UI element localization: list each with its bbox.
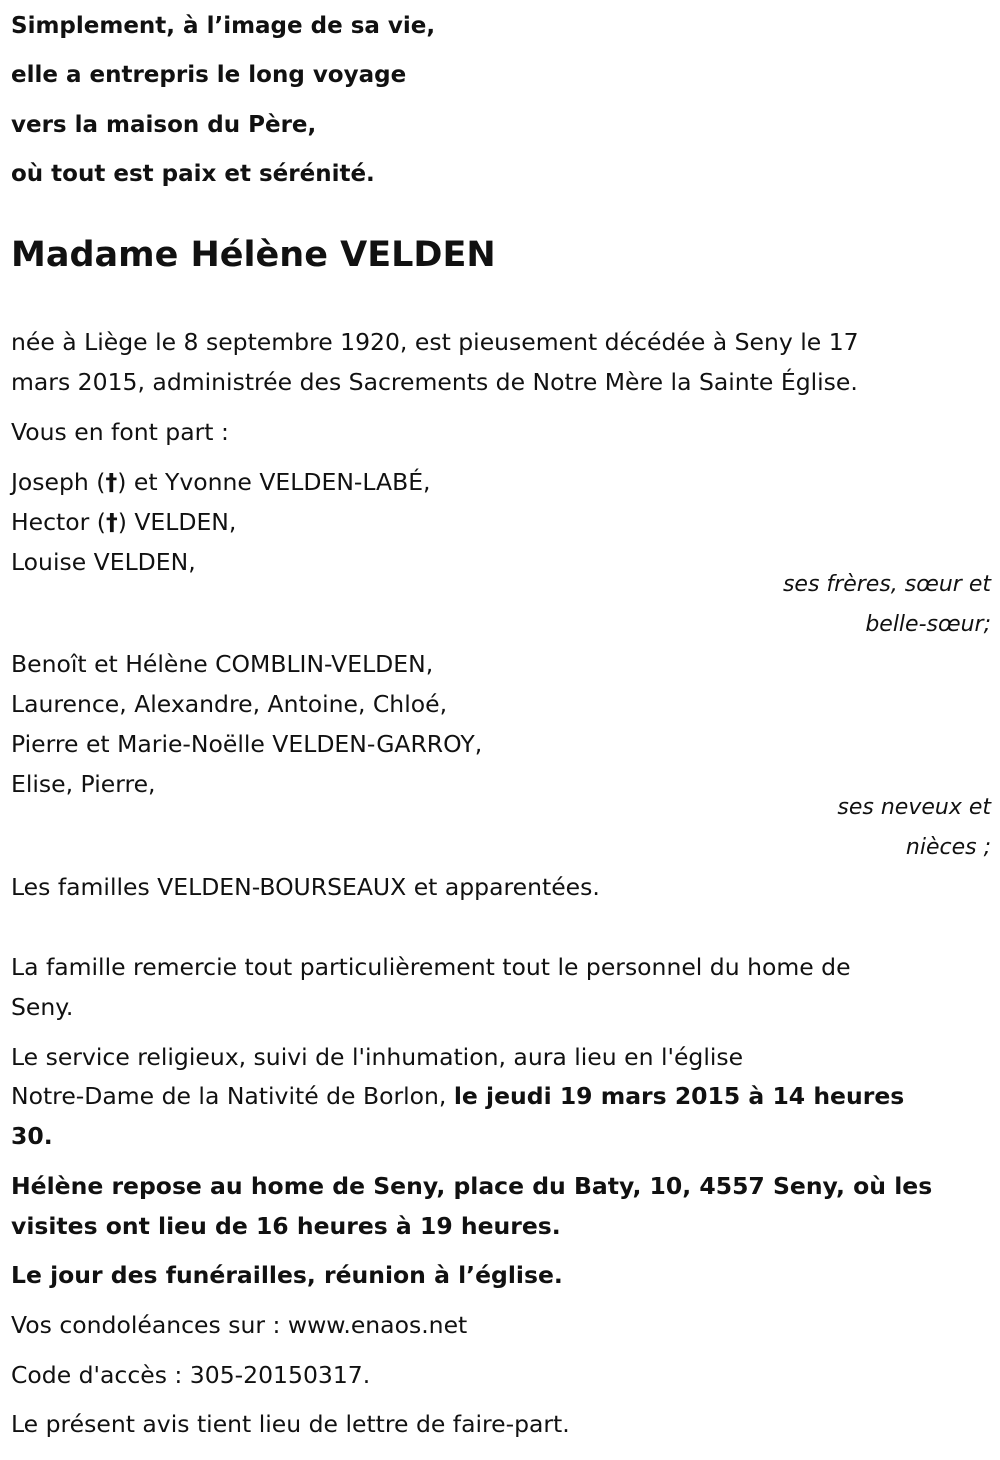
service-line-2 <box>11 1076 904 1116</box>
family-line-joseph-a: Joseph ( <box>11 468 106 496</box>
relation-siblings-line-1: ses frères, sœur et <box>782 572 991 597</box>
funeral-day-line: Le jour des funérailles, réunion à l’église. <box>11 1261 563 1289</box>
cross-icon: † <box>105 468 118 496</box>
cross-icon: † <box>105 508 118 536</box>
families-line: Les familles VELDEN-BOURSEAUX et apparentées. <box>11 873 600 901</box>
nephew-line-2: Laurence, Alexandre, Antoine, Chloé, <box>11 690 448 718</box>
family-line-joseph-b: ) et Yvonne VELDEN-LABÉ, <box>117 468 431 496</box>
rest-line-2: visites ont lieu de 16 heures à 19 heures. <box>11 1212 561 1240</box>
nephew-line-1: Benoît et Hélène COMBLIN-VELDEN, <box>11 650 434 678</box>
poem-line-4: où tout est paix et sérénité. <box>11 161 375 187</box>
poem-line-1: Simplement, à l’image de sa vie, <box>11 13 436 39</box>
family-line-joseph <box>11 462 431 502</box>
condolences-line: Vos condoléances sur : www.enaos.net <box>11 1311 468 1339</box>
service-line-1: Le service religieux, suivi de l'inhumation, aura lieu en l'église <box>11 1043 744 1071</box>
thanks-line-1: La famille remercie tout particulièrement tout le personnel du home de <box>11 953 851 981</box>
rest-line-1: Hélène repose au home de Seny, place du Baty, 10, 4557 Seny, où les <box>11 1172 933 1200</box>
family-line-hector <box>11 502 236 542</box>
thanks-line-2: Seny. <box>11 993 74 1021</box>
family-line-hector-b: ) VELDEN, <box>117 508 237 536</box>
service-datetime: le jeudi 19 mars 2015 à 14 heures <box>453 1082 905 1110</box>
birth-death-line-1: née à Liège le 8 septembre 1920, est pieusement décédée à Seny le 17 <box>11 328 859 356</box>
nephew-line-4: Elise, Pierre, <box>11 770 156 798</box>
access-code-line: Code d'accès : 305-20150317. <box>11 1361 371 1389</box>
deceased-name: Madame Hélène VELDEN <box>11 235 496 275</box>
notice-line: Le présent avis tient lieu de lettre de faire-part. <box>11 1410 570 1438</box>
relation-nephews-line-2: nièces ; <box>905 835 991 860</box>
nephew-line-3: Pierre et Marie-Noëlle VELDEN-GARROY, <box>11 730 483 758</box>
birth-death-line-2: mars 2015, administrée des Sacrements de Notre Mère la Sainte Église. <box>11 368 858 396</box>
family-line-hector-a: Hector ( <box>11 508 106 536</box>
announce-text: Vous en font part : <box>11 418 229 446</box>
poem-line-2: elle a entrepris le long voyage <box>11 62 407 88</box>
poem-line-3: vers la maison du Père, <box>11 112 317 138</box>
service-location: Notre-Dame de la Nativité de Borlon, <box>11 1082 454 1110</box>
relation-nephews-line-1: ses neveux et <box>837 795 991 820</box>
family-line-louise: Louise VELDEN, <box>11 548 196 576</box>
relation-siblings-line-2: belle-sœur; <box>865 612 991 637</box>
service-line-3: 30. <box>11 1122 53 1150</box>
